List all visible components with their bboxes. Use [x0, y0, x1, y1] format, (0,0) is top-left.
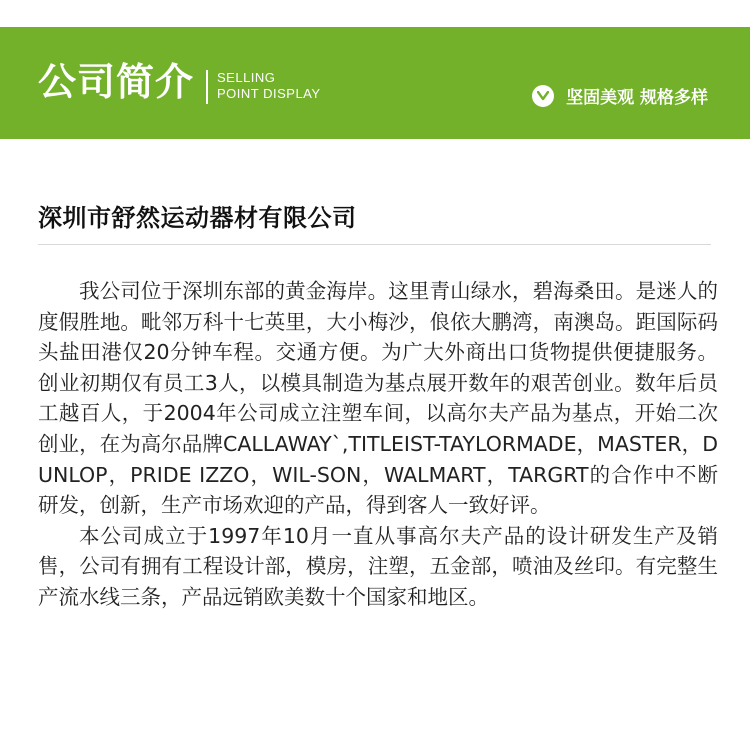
paragraph-1: 我公司位于深圳东部的黄金海岸。这里青山绿水，碧海桑田。是迷人的度假胜地。毗邻万科十七英里，大小梅沙，俍依大鹏湾，南澳岛。距国际码头盐田港仅20分钟车程。交通方便。为广大外商出口货物提供便捷服务。创业初期仅有员工3人，以模具制造为基点展开数年的艰苦创业。数年后员工越百人，于2004年公司成立注塑车间，以高尔夫产品为基点，开始二次创业，在为高尔品牌CALLAWAY`,TITLEIST-TAYLORMADE，MASTER，DUNLOP，PRIDE IZZO，WIL-SON，WALMART，TARGRT的合作中不断研发，创新，生产市场欢迎的产品，得到客人一致好评。 — [38, 279, 718, 518]
section-title: 公司简介 — [38, 60, 195, 104]
paragraph-2: 本公司成立于1997年10月一直从事高尔夫产品的设计研发生产及销售，公司有拥有工程设计部，模房，注塑，五金部，喷油及丝印。有完整生产流水线三条，产品远销欧美数十个国家和地区。 — [38, 523, 718, 609]
check-circle-icon — [532, 85, 554, 107]
header-banner — [0, 27, 750, 139]
feature-tagline — [532, 83, 708, 108]
tagline-text: 坚固美观 规格多样 — [566, 88, 708, 108]
divider — [38, 244, 711, 245]
intro-body — [38, 276, 718, 613]
subtitle-line-2: POINT DISPLAY — [217, 86, 321, 101]
section-subtitle — [217, 70, 321, 102]
subtitle-line-1: SELLING — [217, 70, 276, 85]
title-divider — [206, 70, 208, 104]
company-name: 深圳市舒然运动器材有限公司 — [38, 204, 357, 232]
